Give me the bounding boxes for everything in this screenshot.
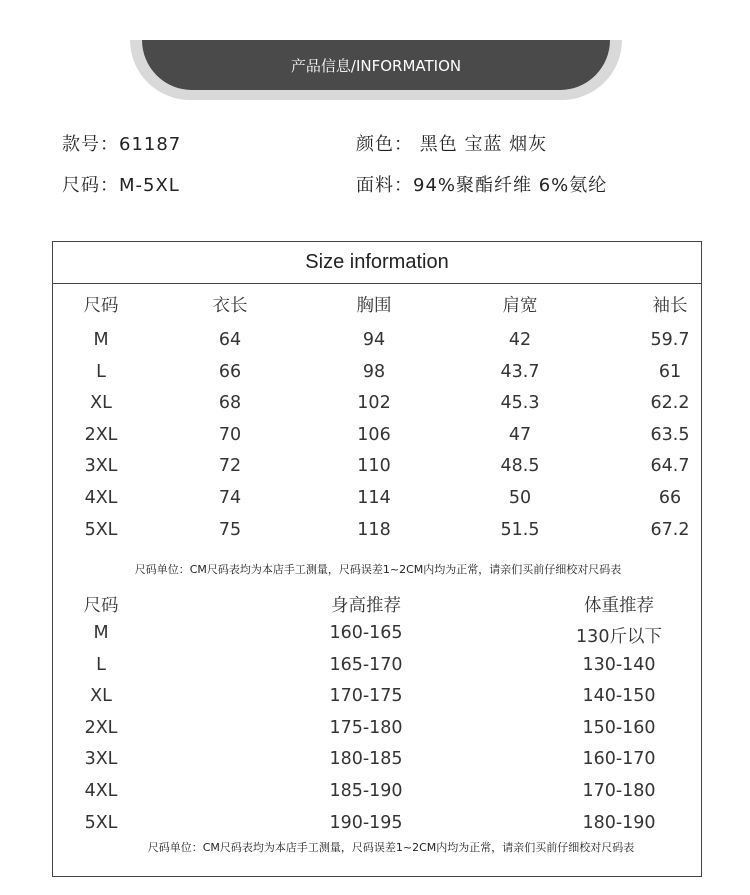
size-table-cell: 59.7 [650, 330, 690, 350]
size-table-cell: 102 [357, 393, 391, 414]
size-table-cell: 64 [218, 330, 242, 350]
size-table-cell: 70 [218, 424, 242, 445]
recommend-table-cell: 190-195 [329, 812, 403, 833]
size-chart [52, 241, 702, 877]
size-header-cell: 尺码 [83, 296, 119, 316]
recommend-header-cell: 身高推荐 [331, 596, 401, 616]
recommend-table-cell: 170-180 [582, 781, 656, 801]
size-table-cell: 64.7 [650, 456, 690, 477]
recommend-table-cell: M [93, 623, 109, 643]
size-table-cell: 5XL [84, 519, 118, 540]
size-table-cell: 47 [508, 424, 532, 445]
recommend-table-cell: 160-170 [582, 749, 656, 770]
recommend-table-cell: 160-165 [329, 623, 403, 643]
banner-title: 产品信息/INFORMATION [290, 56, 462, 75]
size-table-cell: 67.2 [650, 519, 690, 540]
recommend-table-cell: XL [90, 686, 112, 707]
recommend-note: 尺码单位：CM尺码表均为本店手工测量，尺码误差1~2CM内均为正常，请亲们买前仔细校对尺码表 [147, 841, 635, 854]
recommend-table-cell: 170-175 [329, 686, 403, 707]
size-table-cell: 4XL [84, 488, 118, 508]
size-table-cell: 106 [357, 424, 391, 445]
size-table-cell: 94 [362, 330, 386, 350]
recommend-header-cell: 体重推荐 [584, 596, 654, 616]
size-header-cell: 袖长 [652, 296, 688, 316]
style-number: 款号：61187 [62, 134, 182, 155]
size-table-cell: 118 [357, 519, 391, 540]
size-table-cell: M [93, 330, 109, 350]
recommend-table-cell: 165-170 [329, 654, 403, 675]
size-table-cell: 74 [218, 488, 242, 508]
size-table-cell: 42 [508, 330, 532, 350]
size-chart-title: Size information [53, 242, 701, 284]
recommend-table-cell: 4XL [84, 781, 118, 801]
size-header-cell: 肩宽 [502, 296, 538, 316]
fabric-composition: 面料：94%聚酯纤维 6%氨纶 [356, 175, 608, 196]
size-table-cell: 63.5 [650, 424, 690, 445]
size-table-cell: 61 [658, 361, 682, 382]
size-table-cell: 62.2 [650, 393, 690, 414]
size-table-cell: 72 [218, 456, 242, 477]
size-table-cell: 98 [362, 361, 386, 382]
recommend-table-cell: 2XL [84, 717, 118, 738]
recommend-table-cell: 130-140 [582, 654, 656, 675]
size-table-cell: 2XL [84, 424, 118, 445]
recommend-table-cell: L [96, 654, 106, 675]
size-table-cell: 68 [218, 393, 242, 414]
size-table-cell: 48.5 [500, 456, 540, 477]
size-table-cell: 43.7 [500, 361, 540, 382]
info-banner [142, 40, 610, 90]
recommend-table-cell: 185-190 [329, 781, 403, 801]
color-options: 颜色： 黑色 宝蓝 烟灰 [356, 134, 548, 155]
size-table-cell: 50 [508, 488, 532, 508]
size-table-cell: 45.3 [500, 393, 540, 414]
size-table-cell: 3XL [84, 456, 118, 477]
recommend-table-cell: 3XL [84, 749, 118, 770]
recommend-table-cell: 5XL [84, 812, 118, 833]
size-table-cell: 66 [218, 361, 242, 382]
recommend-table-cell: 150-160 [582, 717, 656, 738]
recommend-header-cell: 尺码 [83, 596, 119, 616]
size-table-cell: L [96, 361, 106, 382]
size-table-cell: 75 [218, 519, 242, 540]
recommend-table-cell: 180-185 [329, 749, 403, 770]
recommend-table-cell: 140-150 [582, 686, 656, 707]
size-header-cell: 衣长 [212, 296, 248, 316]
size-table-cell: 66 [658, 488, 682, 508]
size-note: 尺码单位：CM尺码表均为本店手工测量，尺码误差1~2CM内均为正常，请亲们买前仔细校对尺码表 [134, 563, 622, 576]
size-table-cell: XL [90, 393, 112, 414]
size-table-cell: 110 [357, 456, 391, 477]
recommend-table-cell: 180-190 [582, 812, 656, 833]
size-table-cell: 51.5 [500, 519, 540, 540]
size-range: 尺码：M-5XL [62, 175, 180, 196]
recommend-table-cell: 175-180 [329, 717, 403, 738]
recommend-table-cell: 130斤以下 [576, 627, 662, 647]
size-header-cell: 胸围 [356, 296, 392, 316]
size-table-cell: 114 [357, 488, 391, 508]
